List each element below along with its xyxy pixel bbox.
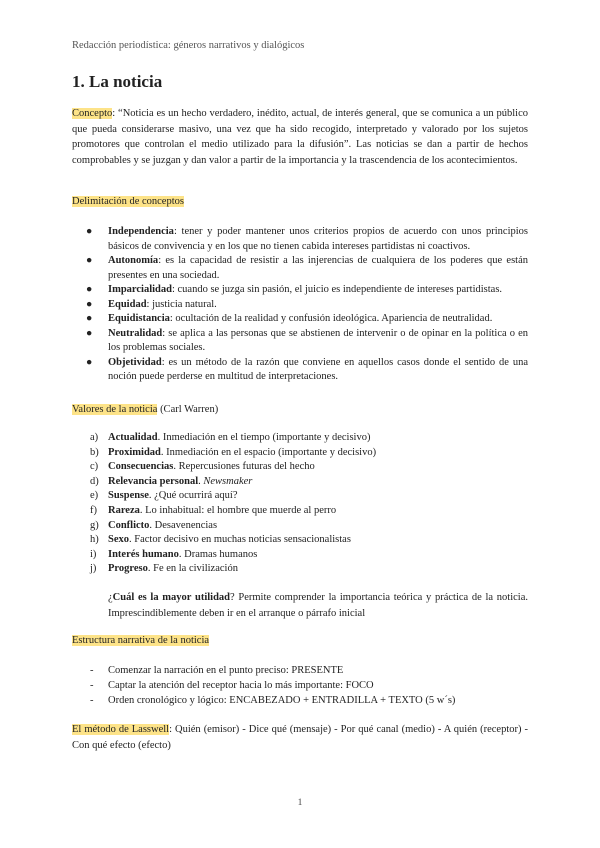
list-marker: -: [90, 680, 94, 691]
list-item: [86, 283, 528, 298]
list-item: [90, 533, 528, 548]
term: Proximidad: [108, 446, 161, 458]
list-marker: -: [90, 695, 94, 706]
list-item: [90, 446, 528, 461]
definition: .: [198, 475, 204, 487]
definition: . Desavenencias: [149, 519, 218, 531]
term: Interés humano: [108, 548, 179, 560]
list-item: [86, 356, 528, 385]
list-marker: d): [90, 475, 99, 487]
concepto-paragraph: [72, 106, 528, 168]
definition: . Fe en la civilización: [147, 563, 238, 575]
list-marker: i): [90, 548, 97, 560]
definition: : se aplica a las personas que se abstienen de intervenir o de opinar en la política o en los problemas sociales.: [108, 327, 528, 353]
valores-heading: [72, 402, 218, 417]
list-item: [86, 254, 528, 283]
term: Equidad: [108, 298, 147, 310]
definition: : es un método de la razón que conviene en aquellos casos donde el sentido de una noción puede perderse en multitud de interpretaciones.: [108, 356, 528, 382]
list-item: [90, 475, 528, 490]
list-marker: a): [90, 432, 99, 443]
valores-list: [90, 431, 528, 577]
bullet-icon: ●: [86, 255, 93, 266]
definition: : es la capacidad de resistir a las injerencias de cualquiera de los poderes que están presentes en una sociedad.: [108, 255, 528, 281]
list-marker: g): [90, 519, 99, 531]
note-text: ? Permite comprender la importancia teórica y práctica de la noticia. Imprescindiblemente deben ir en el arranque o párrafo inicial: [108, 592, 528, 619]
lasswell-text: : Quién (emisor) - Dice qué (mensaje) - Por qué canal (medio) - A quién (receptor) - Con qué efecto (efecto): [72, 724, 529, 751]
list-marker: e): [90, 490, 99, 502]
list-marker: f): [90, 504, 97, 516]
definition: . Inmediación en el tiempo (importante y decisivo): [157, 432, 371, 443]
bullet-icon: ●: [86, 298, 93, 310]
definition: . ¿Qué ocurrirá aquí?: [148, 490, 238, 502]
delimitacion-heading: [72, 194, 184, 209]
delimitacion-heading-text: Delimitación de conceptos: [72, 196, 184, 207]
estructura-list: [90, 663, 528, 708]
bullet-icon: ●: [86, 226, 93, 237]
bullet-icon: ●: [86, 327, 93, 339]
term: Progreso: [108, 563, 148, 575]
running-header: Redacción periodística: géneros narrativos y dialógicos: [72, 40, 305, 51]
term: Autonomía: [108, 255, 159, 266]
estructura-heading: [72, 633, 209, 648]
term: Independencia: [108, 226, 174, 237]
term: Relevancia personal: [108, 475, 199, 487]
term: Conflicto: [108, 519, 150, 531]
item-text: Orden cronológico y lógico: ENCABEZADO + ENTRADILLA + TEXTO (5 w´s): [108, 695, 456, 706]
bullet-icon: ●: [86, 313, 93, 324]
section-title: 1. La noticia: [72, 72, 163, 91]
list-item: [90, 562, 528, 577]
newsmaker-italic: Newsmaker: [203, 475, 253, 487]
term: Consecuencias: [108, 461, 174, 473]
note-term: Cuál es la mayor utilidad: [112, 592, 230, 603]
page-number: 1: [297, 798, 303, 808]
list-marker: j): [90, 563, 97, 575]
valores-heading-text: Valores de la noticia: [72, 404, 158, 415]
term: Actualidad: [108, 432, 158, 443]
definition: : cuando se juzga sin pasión, el juicio es independiente de intereses partidistas.: [171, 284, 503, 295]
term: Imparcialidad: [108, 284, 172, 295]
list-marker: c): [90, 461, 99, 473]
item-text: Comenzar la narración en el punto preciso: PRESENTE: [108, 665, 344, 676]
definition: : justicia natural.: [146, 298, 217, 310]
list-item: [86, 327, 528, 356]
definition: . Lo inhabitual: el hombre que muerde al perro: [139, 504, 337, 516]
lasswell-label: El método de Lasswell: [72, 724, 170, 735]
definition: : ocultación de la realidad y confusión ideológica. Apariencia de neutralidad.: [169, 313, 493, 324]
definition: . Dramas humanos: [178, 548, 258, 560]
definition: . Inmediación en el espacio (importante y decisivo): [160, 446, 377, 458]
list-item: [90, 663, 528, 678]
list-item: [90, 548, 528, 563]
list-marker: b): [90, 446, 99, 458]
term: Neutralidad: [108, 327, 163, 339]
list-item: [86, 298, 528, 313]
item-text: Captar la atención del receptor hacia lo más importante: FOCO: [108, 680, 374, 691]
definition: . Repercusiones futuras del hecho: [173, 461, 315, 473]
term: Suspense: [108, 490, 149, 502]
definition: . Factor decisivo en muchas noticias sensacionalistas: [129, 534, 351, 546]
list-item: [90, 693, 528, 708]
bullet-icon: ●: [86, 356, 93, 368]
term: Sexo: [108, 534, 129, 546]
list-item: [90, 489, 528, 504]
term: Equidistancia: [108, 313, 170, 324]
note-open: ¿: [108, 592, 113, 603]
list-item: [86, 312, 528, 327]
list-marker: h): [90, 534, 99, 546]
estructura-heading-text: Estructura narrativa de la noticia: [72, 635, 210, 646]
term: Rareza: [108, 504, 140, 516]
list-item: [90, 504, 528, 519]
lasswell-paragraph: [72, 722, 528, 753]
definition: : tener y poder mantener unos criterios propios de acuerdo con unos principios básicos de convivencia y en los que no tienen cabida intereses partidistas ni coactivos.: [108, 226, 528, 252]
bullet-icon: ●: [86, 284, 93, 295]
list-marker: -: [90, 665, 94, 676]
utilidad-note: [108, 590, 528, 621]
list-item: [86, 225, 528, 254]
list-item: [90, 460, 528, 475]
valores-heading-suffix: (Carl Warren): [157, 404, 219, 415]
concepto-text: : “Noticia es un hecho verdadero, inédito, actual, de interés general, que se comunica a un público que pueda considerarse masivo, una vez que ha sido recogido, interpretado y valorado por los sujetos promotores que controlan el medio utilizado para la difusión”. Las noticias se dan a partir de hechos comprobables y se juzgan y dan valor a partir de la importancia y la trascendencia de los acontecimientos.: [72, 108, 528, 166]
list-item: [90, 431, 528, 446]
concepto-label: Concepto: [72, 108, 113, 119]
list-item: [90, 519, 528, 534]
list-item: [90, 678, 528, 693]
term: Objetividad: [108, 356, 162, 368]
delimitacion-list: [86, 225, 528, 385]
